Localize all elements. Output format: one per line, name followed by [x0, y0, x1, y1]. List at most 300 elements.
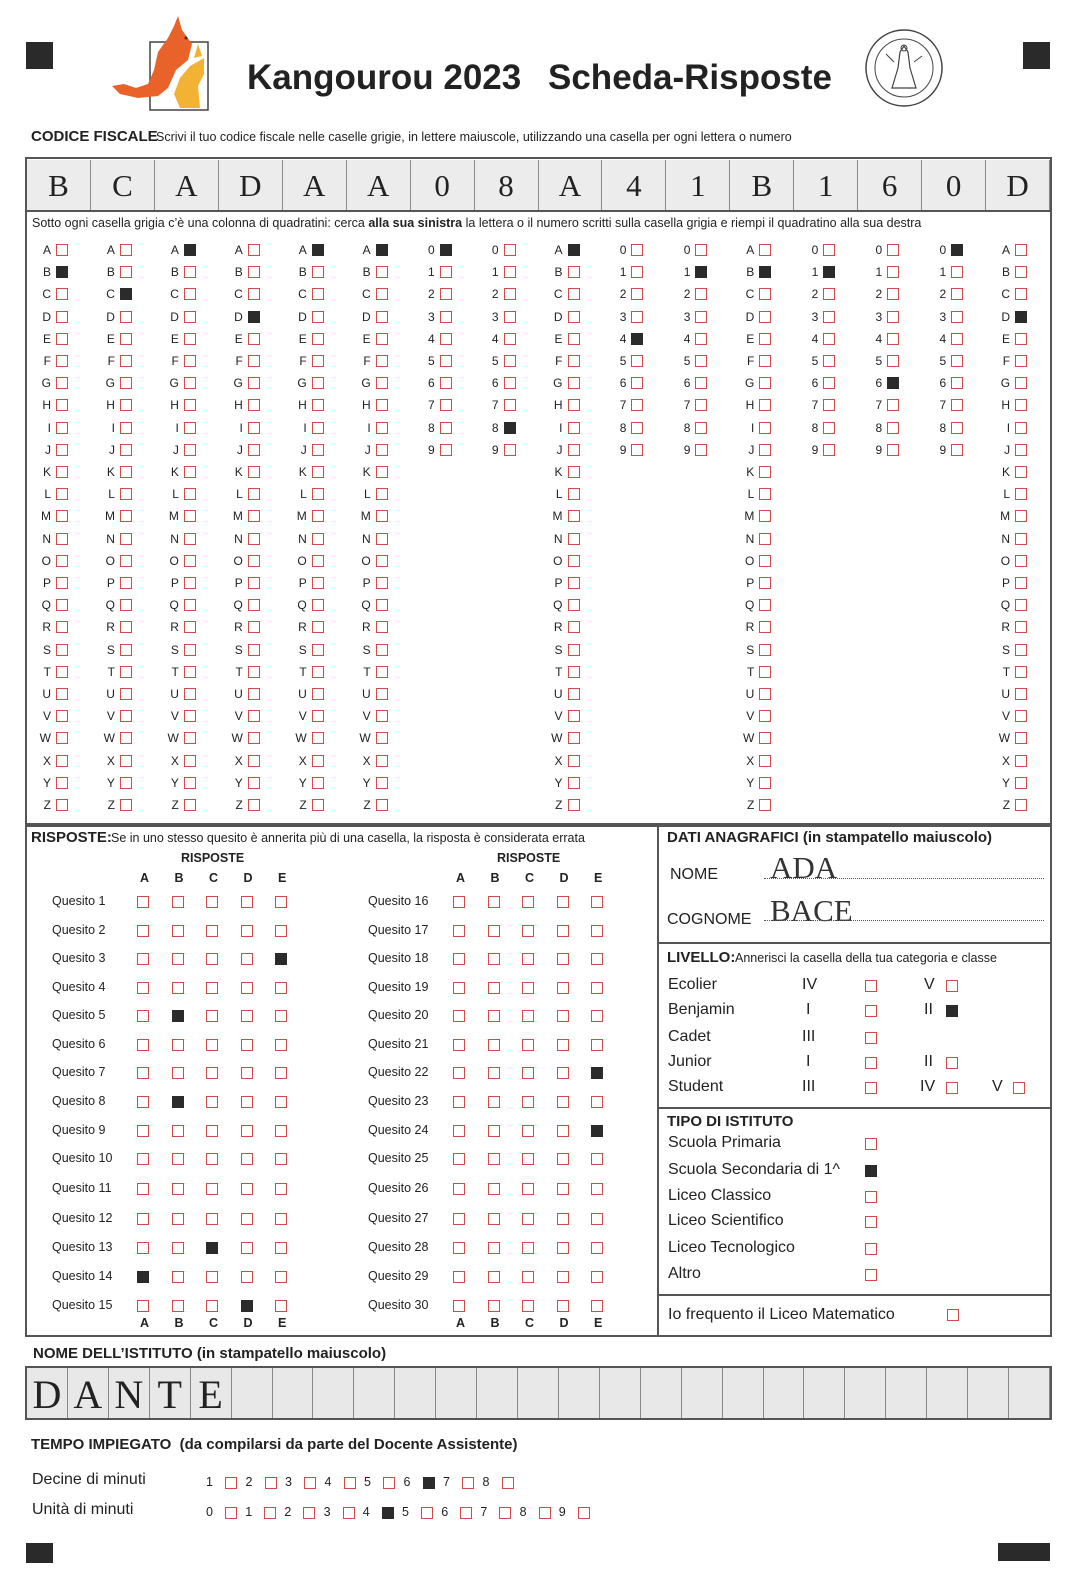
istituto-cell[interactable]	[764, 1368, 805, 1418]
answer-checkbox[interactable]	[557, 1039, 569, 1051]
cf-bubble-checkbox[interactable]	[951, 422, 963, 434]
cf-bubble-checkbox[interactable]	[440, 399, 452, 411]
answer-checkbox[interactable]	[591, 1183, 603, 1195]
answer-checkbox[interactable]	[557, 1153, 569, 1165]
cf-bubble-checkbox[interactable]	[376, 555, 388, 567]
answer-checkbox[interactable]	[488, 1300, 500, 1312]
answer-checkbox[interactable]	[275, 1271, 287, 1283]
cf-bubble-checkbox[interactable]	[376, 599, 388, 611]
cf-bubble-checkbox[interactable]	[376, 444, 388, 456]
answer-checkbox[interactable]	[206, 896, 218, 908]
answer-checkbox[interactable]	[522, 896, 534, 908]
cf-bubble-checkbox[interactable]	[440, 288, 452, 300]
cf-bubble-checkbox[interactable]	[312, 355, 324, 367]
cf-bubble-checkbox[interactable]	[568, 621, 580, 633]
cf-bubble-checkbox[interactable]	[568, 333, 580, 345]
cf-bubble-checkbox[interactable]	[248, 510, 260, 522]
answer-checkbox[interactable]	[557, 1242, 569, 1254]
cf-bubble-checkbox[interactable]	[1015, 288, 1027, 300]
answer-checkbox[interactable]	[453, 1039, 465, 1051]
cf-bubble-checkbox[interactable]	[312, 422, 324, 434]
answer-checkbox[interactable]	[557, 1010, 569, 1022]
cf-bubble-checkbox[interactable]	[631, 399, 643, 411]
answer-checkbox[interactable]	[172, 1183, 184, 1195]
cf-bubble-checkbox[interactable]	[887, 288, 899, 300]
answer-checkbox[interactable]	[241, 1213, 253, 1225]
answer-checkbox[interactable]	[522, 953, 534, 965]
tipo-istituto-checkbox[interactable]	[865, 1165, 877, 1177]
answer-checkbox[interactable]	[172, 1213, 184, 1225]
cf-bubble-checkbox[interactable]	[376, 333, 388, 345]
answer-checkbox[interactable]	[453, 1183, 465, 1195]
cf-bubble-checkbox[interactable]	[1015, 444, 1027, 456]
cf-bubble-checkbox[interactable]	[440, 422, 452, 434]
cf-bubble-checkbox[interactable]	[56, 555, 68, 567]
unita-checkbox[interactable]	[578, 1507, 590, 1519]
answer-checkbox[interactable]	[172, 1153, 184, 1165]
livello-checkbox[interactable]	[865, 980, 877, 992]
answer-checkbox[interactable]	[453, 1125, 465, 1137]
answer-checkbox[interactable]	[453, 1213, 465, 1225]
cf-bubble-checkbox[interactable]	[504, 422, 516, 434]
livello-checkbox[interactable]	[946, 1082, 958, 1094]
cf-bubble-checkbox[interactable]	[568, 444, 580, 456]
answer-checkbox[interactable]	[488, 982, 500, 994]
codice-fiscale-cell[interactable]: A	[347, 160, 411, 210]
cf-bubble-checkbox[interactable]	[759, 510, 771, 522]
cf-bubble-checkbox[interactable]	[376, 710, 388, 722]
decine-checkbox[interactable]	[225, 1477, 237, 1489]
cf-bubble-checkbox[interactable]	[1015, 599, 1027, 611]
answer-checkbox[interactable]	[137, 896, 149, 908]
answer-checkbox[interactable]	[557, 982, 569, 994]
cf-bubble-checkbox[interactable]	[376, 399, 388, 411]
cf-bubble-checkbox[interactable]	[759, 466, 771, 478]
cf-bubble-checkbox[interactable]	[56, 288, 68, 300]
answer-checkbox[interactable]	[275, 1067, 287, 1079]
answer-checkbox[interactable]	[137, 1300, 149, 1312]
cf-bubble-checkbox[interactable]	[568, 710, 580, 722]
cf-bubble-checkbox[interactable]	[504, 399, 516, 411]
cf-bubble-checkbox[interactable]	[504, 288, 516, 300]
cf-bubble-checkbox[interactable]	[312, 621, 324, 633]
cf-bubble-checkbox[interactable]	[376, 355, 388, 367]
answer-checkbox[interactable]	[591, 1039, 603, 1051]
cf-bubble-checkbox[interactable]	[823, 333, 835, 345]
cf-bubble-checkbox[interactable]	[951, 444, 963, 456]
cf-bubble-checkbox[interactable]	[440, 333, 452, 345]
istituto-cell[interactable]	[395, 1368, 436, 1418]
answer-checkbox[interactable]	[591, 982, 603, 994]
cf-bubble-checkbox[interactable]	[120, 399, 132, 411]
answer-checkbox[interactable]	[206, 1125, 218, 1137]
answer-checkbox[interactable]	[241, 1153, 253, 1165]
cf-bubble-checkbox[interactable]	[248, 333, 260, 345]
answer-checkbox[interactable]	[275, 1039, 287, 1051]
cf-bubble-checkbox[interactable]	[120, 422, 132, 434]
answer-checkbox[interactable]	[488, 1125, 500, 1137]
cf-bubble-checkbox[interactable]	[759, 444, 771, 456]
answer-checkbox[interactable]	[241, 1039, 253, 1051]
cf-bubble-checkbox[interactable]	[120, 288, 132, 300]
cf-bubble-checkbox[interactable]	[759, 621, 771, 633]
decine-checkbox[interactable]	[304, 1477, 316, 1489]
cf-bubble-checkbox[interactable]	[120, 244, 132, 256]
answer-checkbox[interactable]	[522, 925, 534, 937]
answer-checkbox[interactable]	[591, 896, 603, 908]
istituto-cell[interactable]: E	[191, 1368, 232, 1418]
cf-bubble-checkbox[interactable]	[120, 311, 132, 323]
cf-bubble-checkbox[interactable]	[568, 666, 580, 678]
codice-fiscale-cell[interactable]: C	[91, 160, 155, 210]
cf-bubble-checkbox[interactable]	[1015, 577, 1027, 589]
answer-checkbox[interactable]	[241, 1125, 253, 1137]
cf-bubble-checkbox[interactable]	[184, 688, 196, 700]
cf-bubble-checkbox[interactable]	[568, 355, 580, 367]
cf-bubble-checkbox[interactable]	[56, 355, 68, 367]
unita-checkbox[interactable]	[539, 1507, 551, 1519]
cf-bubble-checkbox[interactable]	[120, 710, 132, 722]
answer-checkbox[interactable]	[453, 1300, 465, 1312]
decine-checkbox[interactable]	[502, 1477, 514, 1489]
tipo-istituto-checkbox[interactable]	[865, 1269, 877, 1281]
cf-bubble-checkbox[interactable]	[248, 644, 260, 656]
cf-bubble-checkbox[interactable]	[184, 355, 196, 367]
cf-bubble-checkbox[interactable]	[56, 399, 68, 411]
cf-bubble-checkbox[interactable]	[568, 777, 580, 789]
cf-bubble-checkbox[interactable]	[184, 799, 196, 811]
cf-bubble-checkbox[interactable]	[312, 533, 324, 545]
cf-bubble-checkbox[interactable]	[120, 555, 132, 567]
codice-fiscale-cell[interactable]: 0	[411, 160, 475, 210]
answer-checkbox[interactable]	[241, 953, 253, 965]
answer-checkbox[interactable]	[275, 1125, 287, 1137]
cf-bubble-checkbox[interactable]	[376, 644, 388, 656]
istituto-cell[interactable]	[886, 1368, 927, 1418]
cf-bubble-checkbox[interactable]	[120, 621, 132, 633]
cf-bubble-checkbox[interactable]	[184, 488, 196, 500]
cf-bubble-checkbox[interactable]	[56, 311, 68, 323]
cf-bubble-checkbox[interactable]	[120, 777, 132, 789]
answer-checkbox[interactable]	[453, 1153, 465, 1165]
cf-bubble-checkbox[interactable]	[312, 466, 324, 478]
cf-bubble-checkbox[interactable]	[120, 644, 132, 656]
cf-bubble-checkbox[interactable]	[1015, 466, 1027, 478]
livello-checkbox[interactable]	[946, 980, 958, 992]
cf-bubble-checkbox[interactable]	[120, 333, 132, 345]
cf-bubble-checkbox[interactable]	[823, 422, 835, 434]
answer-checkbox[interactable]	[206, 1183, 218, 1195]
cf-bubble-checkbox[interactable]	[951, 377, 963, 389]
cf-bubble-checkbox[interactable]	[1015, 399, 1027, 411]
cf-bubble-checkbox[interactable]	[184, 510, 196, 522]
cf-bubble-checkbox[interactable]	[312, 555, 324, 567]
cf-bubble-checkbox[interactable]	[887, 333, 899, 345]
codice-fiscale-cell[interactable]: A	[539, 160, 603, 210]
decine-checkbox[interactable]	[344, 1477, 356, 1489]
cf-bubble-checkbox[interactable]	[376, 244, 388, 256]
cf-bubble-checkbox[interactable]	[184, 777, 196, 789]
istituto-cell[interactable]	[313, 1368, 354, 1418]
answer-checkbox[interactable]	[522, 1125, 534, 1137]
unita-checkbox[interactable]	[460, 1507, 472, 1519]
cf-bubble-checkbox[interactable]	[184, 533, 196, 545]
answer-checkbox[interactable]	[488, 1039, 500, 1051]
answer-checkbox[interactable]	[557, 1183, 569, 1195]
cf-bubble-checkbox[interactable]	[120, 488, 132, 500]
cf-bubble-checkbox[interactable]	[248, 422, 260, 434]
cf-bubble-checkbox[interactable]	[568, 533, 580, 545]
cf-bubble-checkbox[interactable]	[184, 311, 196, 323]
answer-checkbox[interactable]	[557, 1125, 569, 1137]
istituto-cell[interactable]: D	[27, 1368, 68, 1418]
cf-bubble-checkbox[interactable]	[759, 488, 771, 500]
cf-bubble-checkbox[interactable]	[759, 666, 771, 678]
cf-bubble-checkbox[interactable]	[56, 666, 68, 678]
cf-bubble-checkbox[interactable]	[1015, 311, 1027, 323]
cf-bubble-checkbox[interactable]	[887, 377, 899, 389]
istituto-cell[interactable]	[232, 1368, 273, 1418]
cf-bubble-checkbox[interactable]	[568, 799, 580, 811]
cf-bubble-checkbox[interactable]	[120, 732, 132, 744]
cf-bubble-checkbox[interactable]	[376, 311, 388, 323]
answer-checkbox[interactable]	[137, 1213, 149, 1225]
answer-checkbox[interactable]	[172, 1242, 184, 1254]
cf-bubble-checkbox[interactable]	[120, 688, 132, 700]
cf-bubble-checkbox[interactable]	[440, 244, 452, 256]
answer-checkbox[interactable]	[241, 1067, 253, 1079]
cf-bubble-checkbox[interactable]	[1015, 666, 1027, 678]
answer-checkbox[interactable]	[453, 1067, 465, 1079]
answer-checkbox[interactable]	[453, 1096, 465, 1108]
answer-checkbox[interactable]	[241, 1271, 253, 1283]
answer-checkbox[interactable]	[172, 1096, 184, 1108]
answer-checkbox[interactable]	[453, 1010, 465, 1022]
decine-checkbox[interactable]	[423, 1477, 435, 1489]
answer-checkbox[interactable]	[172, 925, 184, 937]
cf-bubble-checkbox[interactable]	[823, 311, 835, 323]
codice-fiscale-cell[interactable]: 0	[922, 160, 986, 210]
answer-checkbox[interactable]	[137, 1125, 149, 1137]
cf-bubble-checkbox[interactable]	[568, 311, 580, 323]
cf-bubble-checkbox[interactable]	[248, 799, 260, 811]
answer-checkbox[interactable]	[522, 1153, 534, 1165]
cf-bubble-checkbox[interactable]	[504, 333, 516, 345]
cf-bubble-checkbox[interactable]	[887, 244, 899, 256]
cf-bubble-checkbox[interactable]	[568, 399, 580, 411]
answer-checkbox[interactable]	[241, 1010, 253, 1022]
answer-checkbox[interactable]	[453, 925, 465, 937]
codice-fiscale-cell[interactable]: 6	[858, 160, 922, 210]
cf-bubble-checkbox[interactable]	[1015, 533, 1027, 545]
answer-checkbox[interactable]	[172, 1067, 184, 1079]
cf-bubble-checkbox[interactable]	[120, 599, 132, 611]
answer-checkbox[interactable]	[488, 1213, 500, 1225]
cf-bubble-checkbox[interactable]	[759, 577, 771, 589]
cf-bubble-checkbox[interactable]	[568, 755, 580, 767]
cf-bubble-checkbox[interactable]	[56, 732, 68, 744]
cf-bubble-checkbox[interactable]	[184, 377, 196, 389]
cf-bubble-checkbox[interactable]	[759, 755, 771, 767]
cf-bubble-checkbox[interactable]	[759, 777, 771, 789]
cf-bubble-checkbox[interactable]	[631, 377, 643, 389]
cf-bubble-checkbox[interactable]	[184, 710, 196, 722]
cf-bubble-checkbox[interactable]	[184, 577, 196, 589]
answer-checkbox[interactable]	[522, 1213, 534, 1225]
cf-bubble-checkbox[interactable]	[56, 266, 68, 278]
cf-bubble-checkbox[interactable]	[312, 333, 324, 345]
cf-bubble-checkbox[interactable]	[695, 333, 707, 345]
cf-bubble-checkbox[interactable]	[1015, 732, 1027, 744]
cf-bubble-checkbox[interactable]	[1015, 510, 1027, 522]
cf-bubble-checkbox[interactable]	[759, 644, 771, 656]
cf-bubble-checkbox[interactable]	[120, 444, 132, 456]
cf-bubble-checkbox[interactable]	[120, 533, 132, 545]
cf-bubble-checkbox[interactable]	[887, 444, 899, 456]
answer-checkbox[interactable]	[488, 1271, 500, 1283]
cf-bubble-checkbox[interactable]	[248, 311, 260, 323]
istituto-cell[interactable]	[1009, 1368, 1050, 1418]
cf-bubble-checkbox[interactable]	[376, 266, 388, 278]
answer-checkbox[interactable]	[137, 1067, 149, 1079]
cf-bubble-checkbox[interactable]	[1015, 777, 1027, 789]
codice-fiscale-cell[interactable]: 1	[666, 160, 730, 210]
cf-bubble-checkbox[interactable]	[504, 444, 516, 456]
answer-checkbox[interactable]	[488, 925, 500, 937]
codice-fiscale-cell[interactable]: D	[219, 160, 283, 210]
livello-checkbox[interactable]	[946, 1005, 958, 1017]
cf-bubble-checkbox[interactable]	[376, 288, 388, 300]
cf-bubble-checkbox[interactable]	[759, 533, 771, 545]
cf-bubble-checkbox[interactable]	[440, 444, 452, 456]
cf-bubble-checkbox[interactable]	[631, 266, 643, 278]
cf-bubble-checkbox[interactable]	[887, 355, 899, 367]
cf-bubble-checkbox[interactable]	[312, 377, 324, 389]
answer-checkbox[interactable]	[522, 1096, 534, 1108]
cf-bubble-checkbox[interactable]	[248, 577, 260, 589]
cf-bubble-checkbox[interactable]	[504, 266, 516, 278]
cf-bubble-checkbox[interactable]	[56, 333, 68, 345]
istituto-cell[interactable]	[641, 1368, 682, 1418]
cf-bubble-checkbox[interactable]	[312, 444, 324, 456]
answer-checkbox[interactable]	[172, 1039, 184, 1051]
cf-bubble-checkbox[interactable]	[695, 399, 707, 411]
answer-checkbox[interactable]	[206, 1242, 218, 1254]
istituto-cell[interactable]	[927, 1368, 968, 1418]
cf-bubble-checkbox[interactable]	[1015, 244, 1027, 256]
istituto-cell[interactable]	[477, 1368, 518, 1418]
cf-bubble-checkbox[interactable]	[1015, 266, 1027, 278]
cf-bubble-checkbox[interactable]	[184, 644, 196, 656]
cf-bubble-checkbox[interactable]	[248, 666, 260, 678]
cf-bubble-checkbox[interactable]	[759, 422, 771, 434]
cf-bubble-checkbox[interactable]	[56, 710, 68, 722]
livello-checkbox[interactable]	[865, 1005, 877, 1017]
cf-bubble-checkbox[interactable]	[376, 799, 388, 811]
answer-checkbox[interactable]	[591, 953, 603, 965]
cf-bubble-checkbox[interactable]	[631, 422, 643, 434]
cf-bubble-checkbox[interactable]	[312, 510, 324, 522]
cf-bubble-checkbox[interactable]	[248, 266, 260, 278]
cf-bubble-checkbox[interactable]	[56, 244, 68, 256]
answer-checkbox[interactable]	[557, 1213, 569, 1225]
cf-bubble-checkbox[interactable]	[568, 688, 580, 700]
answer-checkbox[interactable]	[275, 925, 287, 937]
cf-bubble-checkbox[interactable]	[759, 710, 771, 722]
answer-checkbox[interactable]	[557, 896, 569, 908]
answer-checkbox[interactable]	[557, 1300, 569, 1312]
cf-bubble-checkbox[interactable]	[248, 244, 260, 256]
cf-bubble-checkbox[interactable]	[887, 266, 899, 278]
cf-bubble-checkbox[interactable]	[759, 244, 771, 256]
cf-bubble-checkbox[interactable]	[248, 288, 260, 300]
answer-checkbox[interactable]	[453, 982, 465, 994]
cf-bubble-checkbox[interactable]	[823, 377, 835, 389]
cf-bubble-checkbox[interactable]	[56, 577, 68, 589]
cf-bubble-checkbox[interactable]	[312, 799, 324, 811]
answer-checkbox[interactable]	[522, 1010, 534, 1022]
cf-bubble-checkbox[interactable]	[376, 577, 388, 589]
cf-bubble-checkbox[interactable]	[1015, 644, 1027, 656]
cf-bubble-checkbox[interactable]	[695, 266, 707, 278]
answer-checkbox[interactable]	[206, 953, 218, 965]
cf-bubble-checkbox[interactable]	[887, 422, 899, 434]
answer-checkbox[interactable]	[137, 1183, 149, 1195]
answer-checkbox[interactable]	[172, 1300, 184, 1312]
cf-bubble-checkbox[interactable]	[504, 244, 516, 256]
answer-checkbox[interactable]	[241, 896, 253, 908]
cf-bubble-checkbox[interactable]	[56, 688, 68, 700]
answer-checkbox[interactable]	[522, 1183, 534, 1195]
answer-checkbox[interactable]	[522, 1067, 534, 1079]
answer-checkbox[interactable]	[591, 1300, 603, 1312]
cf-bubble-checkbox[interactable]	[823, 266, 835, 278]
cf-bubble-checkbox[interactable]	[759, 599, 771, 611]
cf-bubble-checkbox[interactable]	[184, 444, 196, 456]
answer-checkbox[interactable]	[522, 1271, 534, 1283]
cf-bubble-checkbox[interactable]	[184, 732, 196, 744]
cf-bubble-checkbox[interactable]	[631, 444, 643, 456]
cf-bubble-checkbox[interactable]	[312, 777, 324, 789]
cf-bubble-checkbox[interactable]	[56, 533, 68, 545]
istituto-cell[interactable]	[518, 1368, 559, 1418]
answer-checkbox[interactable]	[275, 982, 287, 994]
cf-bubble-checkbox[interactable]	[759, 799, 771, 811]
codice-fiscale-cell[interactable]: B	[27, 160, 91, 210]
cf-bubble-checkbox[interactable]	[56, 755, 68, 767]
answer-checkbox[interactable]	[488, 1096, 500, 1108]
answer-checkbox[interactable]	[488, 1010, 500, 1022]
answer-checkbox[interactable]	[591, 1153, 603, 1165]
cf-bubble-checkbox[interactable]	[184, 288, 196, 300]
cf-bubble-checkbox[interactable]	[120, 755, 132, 767]
cf-bubble-checkbox[interactable]	[568, 599, 580, 611]
cf-bubble-checkbox[interactable]	[184, 666, 196, 678]
livello-checkbox[interactable]	[946, 1057, 958, 1069]
answer-checkbox[interactable]	[241, 925, 253, 937]
cf-bubble-checkbox[interactable]	[1015, 755, 1027, 767]
cf-bubble-checkbox[interactable]	[951, 288, 963, 300]
answer-checkbox[interactable]	[206, 1153, 218, 1165]
nome-value[interactable]: ADA	[770, 850, 838, 885]
answer-checkbox[interactable]	[275, 1153, 287, 1165]
answer-checkbox[interactable]	[275, 1242, 287, 1254]
livello-checkbox[interactable]	[865, 1032, 877, 1044]
answer-checkbox[interactable]	[206, 1067, 218, 1079]
codice-fiscale-cell[interactable]: B	[730, 160, 794, 210]
cf-bubble-checkbox[interactable]	[951, 355, 963, 367]
cf-bubble-checkbox[interactable]	[504, 377, 516, 389]
